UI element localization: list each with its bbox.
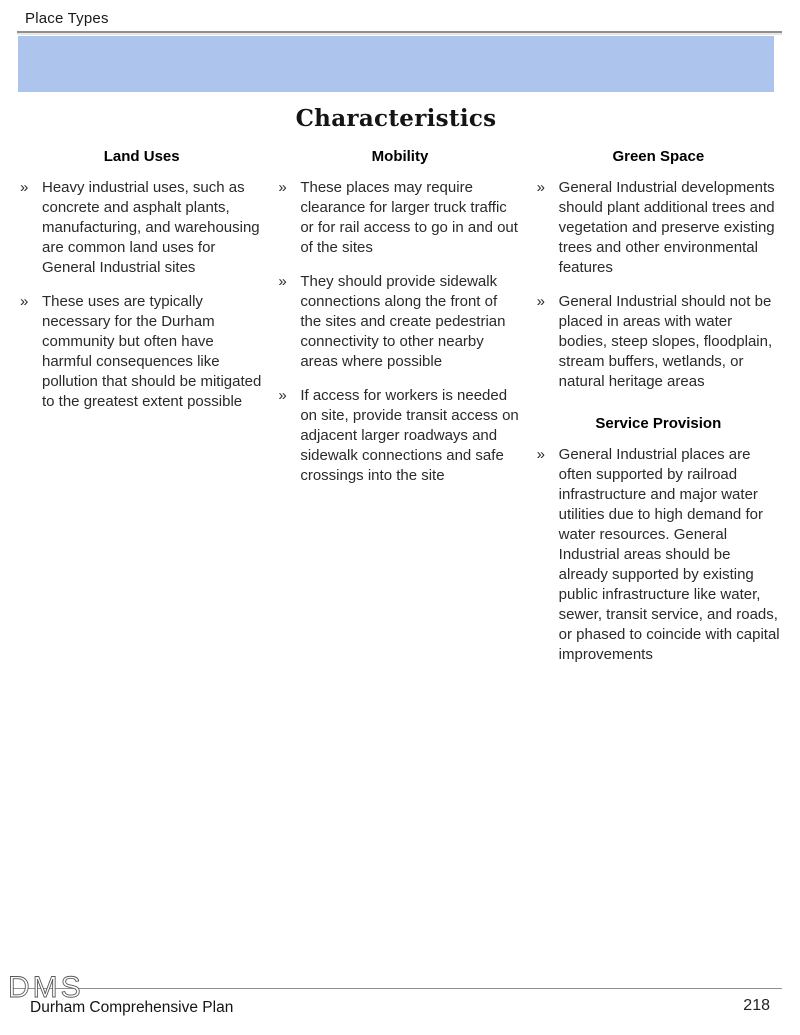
bullet-marker: » [536, 293, 545, 310]
bullet-marker: » [278, 179, 287, 196]
column-mobility [278, 148, 521, 679]
page-number: 218 [743, 997, 770, 1014]
bullet-text: They should provide sidewalk connections along the front of the sites and create pedestrian connectivity to other nearby areas where possible [300, 273, 506, 370]
column-green-space [537, 148, 780, 679]
list-item [537, 178, 780, 278]
list-item [278, 272, 521, 372]
section-label: Place Types [25, 10, 109, 27]
bullet-text: General Industrial developments should plant additional trees and vegetation and preserve existing trees and other environmental features [558, 179, 775, 276]
bullet-marker: » [20, 179, 29, 196]
bullet-text: These uses are typically necessary for the Durham community but often have harmful consequences like pollution that should be mitigated to the greatest extent possible [42, 293, 262, 410]
list-item [537, 292, 780, 392]
list-item [20, 292, 263, 412]
column-heading-green-space: Green Space [612, 148, 705, 165]
column-heading-mobility: Mobility [371, 148, 429, 165]
column-land-uses [20, 148, 263, 679]
bullet-text: General Industrial should not be placed in areas with water bodies, steep slopes, floodplain, stream buffers, wetlands, or natural heritage areas [558, 293, 773, 390]
list-item [537, 445, 780, 665]
banner [18, 36, 774, 92]
bullet-text: General Industrial places are often supported by railroad infrastructure and major water utilities due to high demand for water resources. General Industrial areas should be already supported by existing public infrastructure like water, sewer, transit service, and roads, or phased to coincide with capital improvements [558, 446, 780, 663]
bullet-text: These places may require clearance for larger truck traffic or for rail access to go in and out of the sites [300, 179, 518, 256]
list-item [278, 178, 521, 258]
bullet-text: Heavy industrial uses, such as concrete and asphalt plants, manufacturing, and warehousing are common land uses for General Industrial sites [42, 179, 260, 276]
list-item [20, 178, 263, 278]
logo-text: DMS [8, 971, 84, 1004]
bullet-marker: » [20, 293, 29, 310]
column-heading-land-uses: Land Uses [103, 148, 180, 165]
footer-rule [10, 988, 782, 989]
page-title: Characteristics [295, 105, 497, 132]
list-item [278, 386, 521, 486]
header-rule [17, 31, 782, 33]
bullet-marker: » [278, 273, 287, 290]
bullet-marker: » [536, 446, 545, 463]
characteristics-columns [20, 148, 780, 679]
column-heading-service-provision: Service Provision [595, 415, 722, 432]
plan-name: Durham Comprehensive Plan [30, 999, 234, 1016]
bullet-marker: » [536, 179, 545, 196]
bullet-marker: » [278, 387, 287, 404]
bullet-text: If access for workers is needed on site, provide transit access on adjacent larger roadways and sidewalk connections and safe crossings into the site [300, 387, 519, 484]
